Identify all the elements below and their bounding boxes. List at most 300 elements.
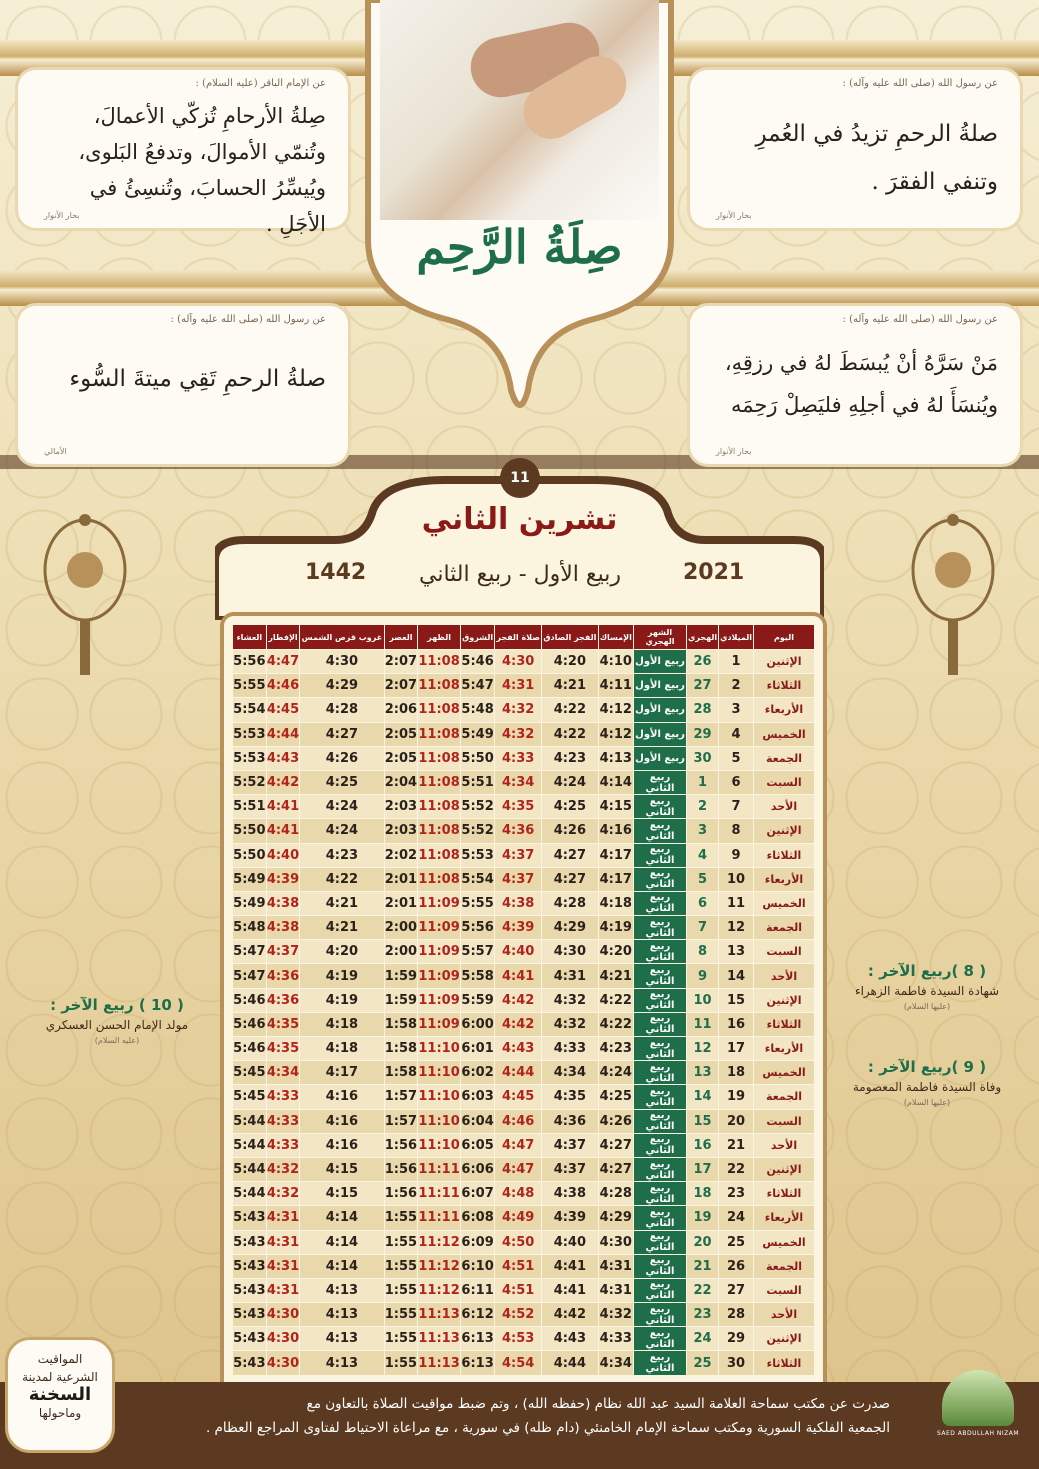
table-cell: 6:00 [460,1012,494,1036]
table-cell: 22 [687,1278,719,1302]
brand-logo: SAED ABDULLAH NIZAM [928,1370,1028,1460]
table-cell: 1:57 [384,1085,418,1109]
table-cell: 6 [719,770,754,794]
table-cell: 9 [687,964,719,988]
table-row [233,1278,815,1302]
table-cell: 4:42 [542,1303,598,1327]
table-cell: 5:44 [233,1109,267,1133]
table-cell: 4:25 [300,770,384,794]
table-cell: ربيع الثاني [634,1061,687,1085]
table-cell: 4:40 [542,1230,598,1254]
quote-source: عن رسول الله (صلى الله عليه وآله) : [842,314,998,325]
table-cell: 1:55 [384,1351,418,1375]
table-cell: 11:10 [418,1133,461,1157]
table-cell: 5:43 [233,1303,267,1327]
table-row [233,940,815,964]
table-cell: 1:55 [384,1206,418,1230]
table-cell: ربيع الأول [634,650,687,674]
table-row [233,1254,815,1278]
table-cell: 4:30 [266,1351,300,1375]
quote-reference: الأمالي [44,447,67,456]
table-cell: 4:36 [266,988,300,1012]
table-cell: 4:38 [266,891,300,915]
table-cell: 4:23 [300,843,384,867]
table-cell: 4:42 [495,988,542,1012]
table-cell: 4 [687,843,719,867]
table-cell: السبت [754,770,815,794]
table-header-cell: اليوم [754,625,815,650]
table-cell: 4:20 [598,940,633,964]
table-cell: 4:23 [542,746,598,770]
table-cell: 4:15 [598,795,633,819]
table-cell: 23 [687,1303,719,1327]
table-cell: 6:09 [460,1230,494,1254]
table-header-cell: غروب قرص الشمس [300,625,384,650]
table-cell: 2:06 [384,698,418,722]
table-cell: 4:32 [495,698,542,722]
table-cell: 1:56 [384,1182,418,1206]
table-cell: 4:37 [542,1133,598,1157]
table-cell: 11:09 [418,891,461,915]
table-cell: 4:22 [598,1012,633,1036]
table-cell: الأحد [754,964,815,988]
hijri-months: ربيع الأول - ربيع الثاني [419,562,621,587]
table-cell: 20 [687,1230,719,1254]
table-cell: 4:33 [542,1037,598,1061]
table-cell: 4:25 [542,795,598,819]
table-cell: 5:59 [460,988,494,1012]
table-cell: 6:05 [460,1133,494,1157]
table-cell: 17 [719,1037,754,1061]
table-cell: 4:17 [598,843,633,867]
table-cell: الثلاثاء [754,1182,815,1206]
table-cell: 4:38 [266,916,300,940]
table-cell: 8 [719,819,754,843]
table-cell: 5:46 [233,1037,267,1061]
table-cell: 5 [687,867,719,891]
table-header-cell: العشاء [233,625,267,650]
table-cell: الخميس [754,891,815,915]
table-cell: 5:46 [460,650,494,674]
table-cell: 22 [719,1157,754,1181]
table-cell: 4:16 [300,1133,384,1157]
table-cell: 4:44 [495,1061,542,1085]
table-cell: 4:15 [300,1182,384,1206]
table-cell: 2:00 [384,916,418,940]
table-cell: ربيع الثاني [634,940,687,964]
table-header-cell: العصر [384,625,418,650]
table-cell: 11:08 [418,819,461,843]
table-row [233,843,815,867]
table-cell: السبت [754,1278,815,1302]
table-cell: 13 [719,940,754,964]
table-cell: 5:51 [233,795,267,819]
table-cell: 18 [687,1182,719,1206]
table-cell: 5:48 [233,916,267,940]
table-cell: 4 [719,722,754,746]
table-cell: 1 [687,770,719,794]
table-cell: 6:08 [460,1206,494,1230]
table-row [233,1133,815,1157]
table-row [233,819,815,843]
table-row [233,1206,815,1230]
table-cell: 4:40 [266,843,300,867]
table-cell: 4:30 [542,940,598,964]
table-cell: 5:43 [233,1230,267,1254]
table-cell: ربيع الأول [634,746,687,770]
table-cell: 1:58 [384,1037,418,1061]
table-cell: 1:58 [384,1061,418,1085]
table-cell: ربيع الثاني [634,891,687,915]
table-cell: 4:31 [598,1254,633,1278]
table-cell: 4:20 [542,650,598,674]
table-cell: 4:13 [300,1351,384,1375]
table-cell: 5:57 [460,940,494,964]
table-cell: 11:09 [418,1012,461,1036]
table-cell: 4:22 [300,867,384,891]
table-cell: الأربعاء [754,1037,815,1061]
table-cell: ربيع الثاني [634,843,687,867]
month-title: تشرين الثاني [421,502,618,537]
table-cell: 4:32 [266,1182,300,1206]
table-header-cell: الشروق [460,625,494,650]
table-cell: 5:52 [233,770,267,794]
table-cell: ربيع الأول [634,674,687,698]
table-cell: الثلاثاء [754,1012,815,1036]
quote-text: صِلةُ الأرحامِ تُزكّي الأعمالَ، وتُنمّي الأموالَ، وتدفعُ البَلوى، ويُيسِّرُ الحسابَ، وتُنسِئُ في الأجَلِ . [78,104,326,236]
table-cell: 4:47 [266,650,300,674]
event-left: ( 10 ) ربيع الآخر : مولد الإمام الحسن العسكري (عليه السلام) [45,996,189,1045]
table-cell: 2:01 [384,891,418,915]
table-cell: 4:37 [495,843,542,867]
table-row [233,1012,815,1036]
table-cell: الخميس [754,1230,815,1254]
table-cell: 4:49 [495,1206,542,1230]
table-cell: 11:08 [418,795,461,819]
table-cell: 4:26 [542,819,598,843]
table-cell: 4:34 [266,1061,300,1085]
table-cell: 11:10 [418,1037,461,1061]
table-cell: 4:14 [598,770,633,794]
table-cell: 6:01 [460,1037,494,1061]
table-cell: 1:55 [384,1303,418,1327]
table-cell: الجمعة [754,916,815,940]
table-cell: 4:12 [598,698,633,722]
table-cell: 4:30 [495,650,542,674]
table-cell: الإثنين [754,819,815,843]
table-cell: 4:43 [542,1327,598,1351]
table-cell: 19 [687,1206,719,1230]
table-cell: 5:43 [233,1206,267,1230]
table-cell: 11:13 [418,1303,461,1327]
table-cell: الخميس [754,722,815,746]
table-cell: 2:07 [384,650,418,674]
table-cell: 2:05 [384,722,418,746]
table-cell: الأحد [754,1303,815,1327]
table-row [233,770,815,794]
table-cell: 6:06 [460,1157,494,1181]
table-cell: الإثنين [754,1157,815,1181]
quote-card-top-left [18,70,348,236]
table-cell: 11:11 [418,1182,461,1206]
table-cell: 11:08 [418,722,461,746]
table-body [233,650,815,1376]
table-cell: 4:32 [495,722,542,746]
table-cell: 2 [719,674,754,698]
table-cell: 6:03 [460,1085,494,1109]
table-cell: ربيع الثاني [634,1133,687,1157]
table-cell: 6:07 [460,1182,494,1206]
table-cell: 2:07 [384,674,418,698]
table-cell: 5:50 [460,746,494,770]
table-cell: ربيع الثاني [634,1109,687,1133]
event-right-1: ( 8 )ربيع الآخر : شهادة السيدة فاطمة الزهراء (عليها السلام) [854,962,1000,1011]
table-cell: ربيع الثاني [634,1230,687,1254]
table-cell: 5:53 [233,746,267,770]
quote-text: صلةُ الرحمِ تزيدُ في العُمرِ وتنفي الفقرَ . [755,121,998,195]
table-cell: 4:45 [495,1085,542,1109]
table-cell: 26 [719,1254,754,1278]
table-cell: 4:28 [542,891,598,915]
table-row [233,1085,815,1109]
table-cell: 4:37 [495,867,542,891]
table-cell: 4:31 [495,674,542,698]
table-cell: 4:24 [542,770,598,794]
quote-text: صلةُ الرحمِ تَقِي ميتةَ السُّوء [69,366,326,392]
table-cell: الثلاثاء [754,674,815,698]
right-ornament [908,500,998,680]
table-cell: 10 [719,867,754,891]
table-cell: 5:53 [233,722,267,746]
table-cell: 2:00 [384,940,418,964]
table-cell: 4:37 [266,940,300,964]
table-cell: الأحد [754,795,815,819]
table-cell: 12 [719,916,754,940]
quote-card-mid-right [690,306,1020,464]
table-cell: 4:19 [300,964,384,988]
table-cell: 7 [719,795,754,819]
table-cell: 1:55 [384,1230,418,1254]
table-cell: 2:02 [384,843,418,867]
prayer-times-table-frame [220,612,827,1390]
table-cell: 11:12 [418,1278,461,1302]
table-cell: 11:08 [418,650,461,674]
table-cell: ربيع الثاني [634,1327,687,1351]
table-row [233,698,815,722]
table-cell: 18 [719,1061,754,1085]
table-cell: 4:18 [300,1037,384,1061]
table-cell: الجمعة [754,1085,815,1109]
table-cell: 5:45 [233,1085,267,1109]
table-cell: 4:36 [542,1109,598,1133]
table-cell: 1:55 [384,1254,418,1278]
table-cell: 4:31 [266,1206,300,1230]
table-cell: 4:29 [598,1206,633,1230]
table-cell: 26 [687,650,719,674]
table-cell: 5:50 [233,843,267,867]
table-cell: 4:12 [598,722,633,746]
table-cell: 27 [719,1278,754,1302]
table-cell: 4:33 [495,746,542,770]
table-cell: 5:56 [460,916,494,940]
table-row [233,650,815,674]
table-cell: 5:58 [460,964,494,988]
table-cell: 4:45 [266,698,300,722]
table-cell: 5:52 [460,795,494,819]
table-cell: 4:31 [266,1254,300,1278]
table-cell: 1:55 [384,1278,418,1302]
table-cell: 4:30 [266,1303,300,1327]
table-cell: 4:13 [300,1278,384,1302]
quote-reference: بحار الأنوار [44,211,80,220]
table-cell: 12 [687,1037,719,1061]
table-cell: 29 [687,722,719,746]
quote-reference: بحار الأنوار [716,211,752,220]
table-cell: 5:47 [233,940,267,964]
table-cell: 4:35 [495,795,542,819]
table-row [233,964,815,988]
table-cell: 6:13 [460,1351,494,1375]
table-cell: 4:39 [542,1206,598,1230]
city-badge: المواقيت الشرعية لمدينة السخنة وماحولها [8,1340,112,1450]
table-row [233,1061,815,1085]
table-cell: 4:21 [300,891,384,915]
table-cell: 2:05 [384,746,418,770]
table-cell: الأربعاء [754,698,815,722]
table-cell: 11:08 [418,674,461,698]
table-cell: ربيع الثاني [634,964,687,988]
event-right-2: ( 9 )ربيع الآخر : وفاة السيدة فاطمة المعصومة (عليها السلام) [852,1058,1002,1107]
table-cell: 5:51 [460,770,494,794]
table-header-cell: الإمساك [598,625,633,650]
table-cell: 21 [719,1133,754,1157]
table-cell: 5:46 [233,988,267,1012]
table-cell: 4:10 [598,650,633,674]
quote-text: مَنْ سَرَّهُ أنْ يُبسَطَ لهُ في رزقِهِ، ويُنسَأَ لهُ في أجلِهِ فليَصِلْ رَحِمَه [724,351,998,417]
table-cell: 4:41 [266,819,300,843]
table-row [233,988,815,1012]
table-cell: 4:18 [598,891,633,915]
table-cell: 4:23 [598,1037,633,1061]
table-cell: 4:53 [495,1327,542,1351]
table-cell: 6:04 [460,1109,494,1133]
table-cell: 2:01 [384,867,418,891]
table-cell: 20 [719,1109,754,1133]
table-cell: 5:49 [233,891,267,915]
table-header-cell: الهجري [687,625,719,650]
table-cell: 30 [687,746,719,770]
table-cell: 5:55 [460,891,494,915]
table-cell: الأربعاء [754,1206,815,1230]
table-cell: الإثنين [754,988,815,1012]
table-cell: 5:47 [233,964,267,988]
table-cell: 4:28 [300,698,384,722]
table-cell: 11 [687,1012,719,1036]
table-cell: 9 [719,843,754,867]
table-cell: 1:59 [384,964,418,988]
table-cell: ربيع الثاني [634,1157,687,1181]
table-cell: 5 [719,746,754,770]
table-cell: 4:21 [542,674,598,698]
table-cell: الجمعة [754,746,815,770]
table-cell: 4:16 [300,1109,384,1133]
table-row [233,746,815,770]
table-cell: 11:09 [418,916,461,940]
table-cell: 17 [687,1157,719,1181]
table-cell: 4:26 [598,1109,633,1133]
table-header-cell: الميلادي [719,625,754,650]
table-cell: 4:24 [300,795,384,819]
table-cell: 4:27 [542,867,598,891]
footer-text: صدرت عن مكتب سماحة العلامة السيد عبد الله نظام (حفظه الله) ، وتم ضبط مواقيت الصلاة بالتعاون مع الجمعية الفلكية السورية ومكتب سماحة الإمام الخامنئي (دام ظله) في سورية ، مع مراعاة الاحتياط لفتاوى المراجع العظام . [205,1396,890,1436]
table-cell: 4:42 [266,770,300,794]
table-cell: 4:21 [598,964,633,988]
table-cell: 14 [687,1085,719,1109]
table-cell: 4:28 [598,1182,633,1206]
table-cell: 6:11 [460,1278,494,1302]
table-cell: 5:49 [460,722,494,746]
table-cell: 25 [719,1230,754,1254]
table-cell: 29 [719,1327,754,1351]
table-cell: 4:44 [542,1351,598,1375]
table-cell: 1:55 [384,1327,418,1351]
table-cell: 11:08 [418,843,461,867]
table-cell: 4:22 [598,988,633,1012]
table-cell: 4:35 [266,1037,300,1061]
table-header-cell: صلاة الفجر [495,625,542,650]
table-cell: ربيع الثاني [634,1303,687,1327]
table-row [233,1327,815,1351]
table-cell: 1:57 [384,1109,418,1133]
table-cell: 30 [719,1351,754,1375]
table-cell: 5:48 [460,698,494,722]
hijri-year: 1442 [305,560,367,585]
table-cell: 5:47 [460,674,494,698]
table-cell: 19 [719,1085,754,1109]
table-cell: 11:10 [418,1109,461,1133]
month-number-badge: 11 [500,458,540,498]
table-cell: 4:26 [300,746,384,770]
table-cell: 4:51 [495,1278,542,1302]
table-row [233,722,815,746]
table-cell: 5:49 [233,867,267,891]
table-cell: 4:54 [495,1351,542,1375]
table-cell: 16 [719,1012,754,1036]
table-row [233,1182,815,1206]
table-cell: 1:58 [384,1012,418,1036]
table-cell: 5:43 [233,1327,267,1351]
table-cell: 4:24 [300,819,384,843]
table-cell: 11:11 [418,1157,461,1181]
table-cell: 4:36 [495,819,542,843]
table-cell: 4:16 [598,819,633,843]
table-cell: 4:51 [495,1254,542,1278]
table-cell: 4:46 [266,674,300,698]
table-cell: 1:56 [384,1133,418,1157]
table-cell: 11:11 [418,1206,461,1230]
table-cell: 3 [719,698,754,722]
table-cell: 4:30 [300,650,384,674]
table-cell: 4:21 [300,916,384,940]
table-cell: 4:33 [266,1133,300,1157]
table-cell: الإثنين [754,1327,815,1351]
table-cell: الأحد [754,1133,815,1157]
table-cell: 5:54 [460,867,494,891]
table-cell: 4:14 [300,1206,384,1230]
table-cell: 5:56 [233,650,267,674]
table-cell: 4:46 [495,1109,542,1133]
table-cell: 4:13 [300,1327,384,1351]
